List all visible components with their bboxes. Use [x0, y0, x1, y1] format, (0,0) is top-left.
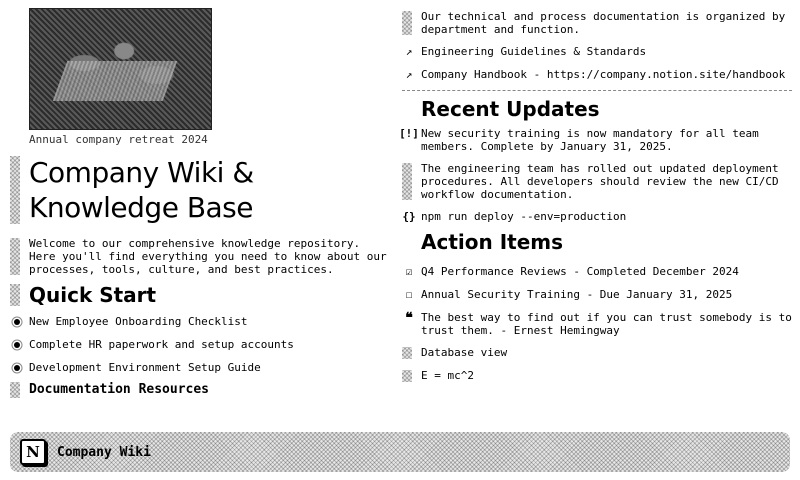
block-handle[interactable]: [402, 370, 412, 382]
page-title[interactable]: Company Wiki & Knowledge Base: [29, 156, 254, 224]
code-text: npm run deploy --env=production: [421, 210, 627, 223]
equation-text: E = mc^2: [421, 369, 474, 382]
link-arrow-icon: ↗: [405, 68, 413, 81]
quote-text: The best way to find out if you can trust somebody is to trust them. - Ernest Hemingway: [421, 311, 792, 337]
todo-item[interactable]: [402, 265, 792, 279]
link-label: Company Handbook - https://company.notion.site/handbook: [421, 68, 786, 81]
link-label: Engineering Guidelines & Standards: [421, 45, 647, 58]
page-link[interactable]: [402, 45, 792, 59]
database-view-label: Database view: [421, 346, 508, 359]
block-handle[interactable]: [10, 156, 20, 224]
block-handle[interactable]: [402, 11, 412, 35]
todo-item[interactable]: [402, 288, 792, 302]
list-item[interactable]: [10, 315, 392, 329]
recent-updates-heading[interactable]: Recent Updates: [421, 97, 600, 121]
checkbox-unchecked-icon[interactable]: ☐: [405, 288, 413, 301]
code-braces-icon: {}: [402, 210, 416, 223]
footer-bar: [10, 432, 790, 472]
callout-text: New security training is now mandatory for all team members. Complete by January 31, 2025.: [421, 127, 759, 153]
divider: [402, 90, 792, 91]
database-view-block[interactable]: [402, 346, 792, 360]
left-column: [10, 8, 392, 399]
todo-label: Q4 Performance Reviews - Completed December 2024: [421, 265, 739, 278]
checkbox-checked-icon[interactable]: ☑: [405, 265, 413, 278]
quick-start-heading[interactable]: Quick Start: [29, 283, 157, 307]
footer-title[interactable]: Company Wiki: [57, 444, 151, 460]
doc-resources-heading-block: [10, 381, 392, 399]
todo-label: Annual Security Training - Due January 31, 2025: [421, 288, 733, 301]
block-handle[interactable]: [402, 347, 412, 359]
cover-photo-detail: [53, 61, 178, 101]
callout-block[interactable]: [399, 127, 792, 153]
block-handle[interactable]: [10, 382, 20, 398]
quote-block[interactable]: [402, 311, 792, 337]
cover-caption: Annual company retreat 2024: [29, 133, 208, 146]
right-column: [399, 8, 792, 383]
bullet-icon: [10, 338, 24, 352]
doc-description[interactable]: Our technical and process documentation is organized by department and function.: [421, 10, 786, 36]
bullet-icon: [10, 361, 24, 375]
list-item-label: New Employee Onboarding Checklist: [29, 315, 248, 328]
intro-block: [10, 237, 392, 276]
list-item[interactable]: [10, 361, 392, 375]
block-handle[interactable]: [10, 238, 20, 275]
title-block: [10, 155, 392, 225]
intro-text[interactable]: Welcome to our comprehensive knowledge repository. Here you'll find everything you need to know about our processes, tools, culture, and best practices.: [29, 237, 387, 276]
cover-block: [10, 8, 392, 146]
list-item[interactable]: [10, 338, 392, 352]
quote-icon: ❝: [405, 310, 413, 326]
doc-description-block: [402, 10, 792, 36]
action-items-heading[interactable]: Action Items: [421, 230, 564, 254]
equation-block[interactable]: [402, 369, 792, 383]
page-link[interactable]: [402, 68, 792, 82]
action-items-heading-block: [402, 230, 792, 254]
block-handle[interactable]: [402, 163, 412, 200]
doc-resources-heading[interactable]: Documentation Resources: [29, 382, 210, 397]
code-block[interactable]: [402, 210, 792, 224]
list-item-label: Complete HR paperwork and setup accounts: [29, 338, 294, 351]
block-handle[interactable]: [10, 284, 20, 306]
bullet-icon: [10, 315, 24, 329]
cover-image[interactable]: [29, 8, 212, 130]
updates-paragraph[interactable]: The engineering team has rolled out updated deployment procedures. All developers should review the new CI/CD workflow documentation.: [421, 162, 779, 201]
updates-paragraph-block: [402, 162, 792, 201]
quick-start-heading-block: [10, 283, 392, 307]
recent-updates-heading-block: [402, 97, 792, 121]
link-arrow-icon: ↗: [405, 45, 413, 58]
alert-icon: [!]: [399, 127, 419, 140]
notion-logo-icon: N: [20, 439, 46, 465]
list-item-label: Development Environment Setup Guide: [29, 361, 261, 374]
